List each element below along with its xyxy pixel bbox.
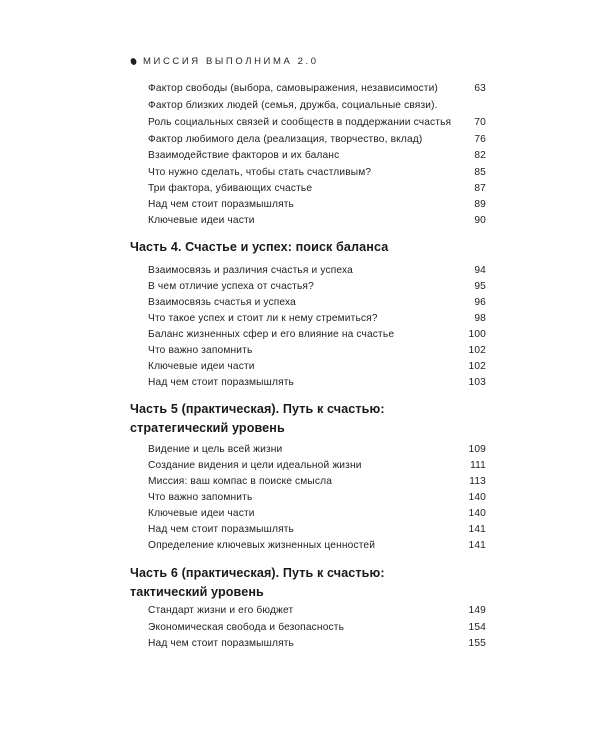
- toc-entry[interactable]: [148, 489, 486, 505]
- toc-entry[interactable]: [148, 97, 486, 113]
- toc-entry[interactable]: [148, 131, 486, 147]
- toc-entry-page: 89: [474, 198, 486, 210]
- toc-entry-title: Баланс жизненных сфер и его влияние на счастье: [148, 328, 395, 340]
- toc-entry-title: Видение и цель всей жизни: [148, 443, 283, 455]
- toc-entry[interactable]: [148, 278, 486, 294]
- toc-entry[interactable]: [148, 358, 486, 374]
- toc-entry-page: 102: [468, 360, 486, 372]
- part-heading-line: тактический уровень: [130, 585, 264, 599]
- toc-entry-title: Ключевые идеи части: [148, 214, 255, 226]
- running-header: [130, 54, 319, 68]
- toc-entry[interactable]: [148, 326, 486, 342]
- toc-entry-title: Над чем стоит поразмышлять: [148, 198, 295, 210]
- part-heading-line: Часть 4. Счастье и успех: поиск баланса: [130, 240, 389, 254]
- toc-entry-title: Роль социальных связей и сообществ в поддержании счастья: [148, 116, 452, 128]
- part-heading-line: Часть 6 (практическая). Путь к счастью:: [130, 566, 385, 580]
- part-heading-line: стратегический уровень: [130, 421, 285, 435]
- toc-entry-page: 141: [468, 539, 486, 551]
- toc-entry[interactable]: [148, 602, 486, 618]
- toc-entry-page: 94: [474, 264, 486, 276]
- toc-entry-title: Что такое успех и стоит ли к нему стремиться?: [148, 312, 378, 324]
- part-heading[interactable]: [130, 400, 490, 438]
- toc-entry[interactable]: [148, 521, 486, 537]
- toc-entry-page: 85: [474, 166, 486, 178]
- toc-entry-title: Взаимодействие факторов и их баланс: [148, 149, 340, 161]
- toc-entry[interactable]: [148, 441, 486, 457]
- toc-entry[interactable]: [148, 262, 486, 278]
- toc-entry-page: 63: [474, 82, 486, 94]
- toc-entry-page: 141: [468, 523, 486, 535]
- toc-entry-title: Ключевые идеи части: [148, 360, 255, 372]
- toc-entry-page: 155: [468, 637, 486, 649]
- toc-entry[interactable]: [148, 635, 486, 651]
- toc-entry-page: 70: [474, 116, 486, 128]
- part-heading[interactable]: [130, 238, 490, 257]
- toc-entry-title: Определение ключевых жизненных ценностей: [148, 539, 376, 551]
- toc-entry-title: Что важно запомнить: [148, 491, 253, 503]
- toc-entry-page: 154: [468, 621, 486, 633]
- toc-entry[interactable]: [148, 114, 486, 130]
- toc-entry-page: 102: [468, 344, 486, 356]
- toc-entry-title: Экономическая свобода и безопасность: [148, 621, 345, 633]
- toc-entry-title: Фактор близких людей (семья, дружба, социальные связи).: [148, 99, 438, 111]
- toc-entry[interactable]: [148, 374, 486, 390]
- toc-entry-page: 95: [474, 280, 486, 292]
- leaf-dot-icon: [130, 57, 138, 65]
- toc-entry[interactable]: [148, 310, 486, 326]
- toc-entry-title: Стандарт жизни и его бюджет: [148, 604, 294, 616]
- toc-entry-page: 103: [468, 376, 486, 388]
- toc-entry[interactable]: [148, 212, 486, 228]
- toc-entry-page: 96: [474, 296, 486, 308]
- toc-entry-title: Фактор свободы (выбора, самовыражения, независимости): [148, 82, 438, 94]
- toc-entry-page: 90: [474, 214, 486, 226]
- part-heading-line: Часть 5 (практическая). Путь к счастью:: [130, 402, 385, 416]
- toc-entry-title: В чем отличие успеха от счастья?: [148, 280, 314, 292]
- toc-entry[interactable]: [148, 80, 486, 96]
- toc-entry[interactable]: [148, 180, 486, 196]
- toc-entry[interactable]: [148, 342, 486, 358]
- toc-entry-title: Фактор любимого дела (реализация, творчество, вклад): [148, 133, 423, 145]
- toc-entry-title: Над чем стоит поразмышлять: [148, 376, 295, 388]
- part-heading[interactable]: [130, 564, 490, 602]
- toc-entry-page: 87: [474, 182, 486, 194]
- toc-entry[interactable]: [148, 505, 486, 521]
- toc-entry-title: Миссия: ваш компас в поиске смысла: [148, 475, 333, 487]
- toc-entry-title: Взаимосвязь и различия счастья и успеха: [148, 264, 353, 276]
- toc-entry-page: 76: [474, 133, 486, 145]
- toc-entry[interactable]: [148, 196, 486, 212]
- toc-entry[interactable]: [148, 537, 486, 553]
- toc-entry-page: 140: [468, 491, 486, 503]
- toc-entry-page: 113: [469, 475, 486, 487]
- toc-entry[interactable]: [148, 457, 486, 473]
- toc-entry[interactable]: [148, 473, 486, 489]
- toc-entry-page: 149: [468, 604, 486, 616]
- toc-entry[interactable]: [148, 147, 486, 163]
- toc-entry[interactable]: [148, 164, 486, 180]
- toc-entry-title: Над чем стоит поразмышлять: [148, 523, 295, 535]
- toc-entry-title: Над чем стоит поразмышлять: [148, 637, 295, 649]
- toc-entry[interactable]: [148, 619, 486, 635]
- toc-entry-title: Ключевые идеи части: [148, 507, 255, 519]
- toc-entry-page: 109: [468, 443, 486, 455]
- toc-entry-title: Создание видения и цели идеальной жизни: [148, 459, 362, 471]
- toc-entry-page: 140: [468, 507, 486, 519]
- toc-entry-page: 111: [470, 459, 486, 471]
- toc-entry-title: Что нужно сделать, чтобы стать счастливым?: [148, 166, 372, 178]
- book-title: МИССИЯ ВЫПОЛНИМА 2.0: [143, 55, 319, 67]
- toc-entry-title: Три фактора, убивающих счастье: [148, 182, 313, 194]
- toc-entry-page: 82: [474, 149, 486, 161]
- toc-entry[interactable]: [148, 294, 486, 310]
- toc-entry-page: 98: [474, 312, 486, 324]
- toc-entry-page: 100: [468, 328, 486, 340]
- toc-entry-title: Что важно запомнить: [148, 344, 253, 356]
- toc-entry-title: Взаимосвязь счастья и успеха: [148, 296, 296, 308]
